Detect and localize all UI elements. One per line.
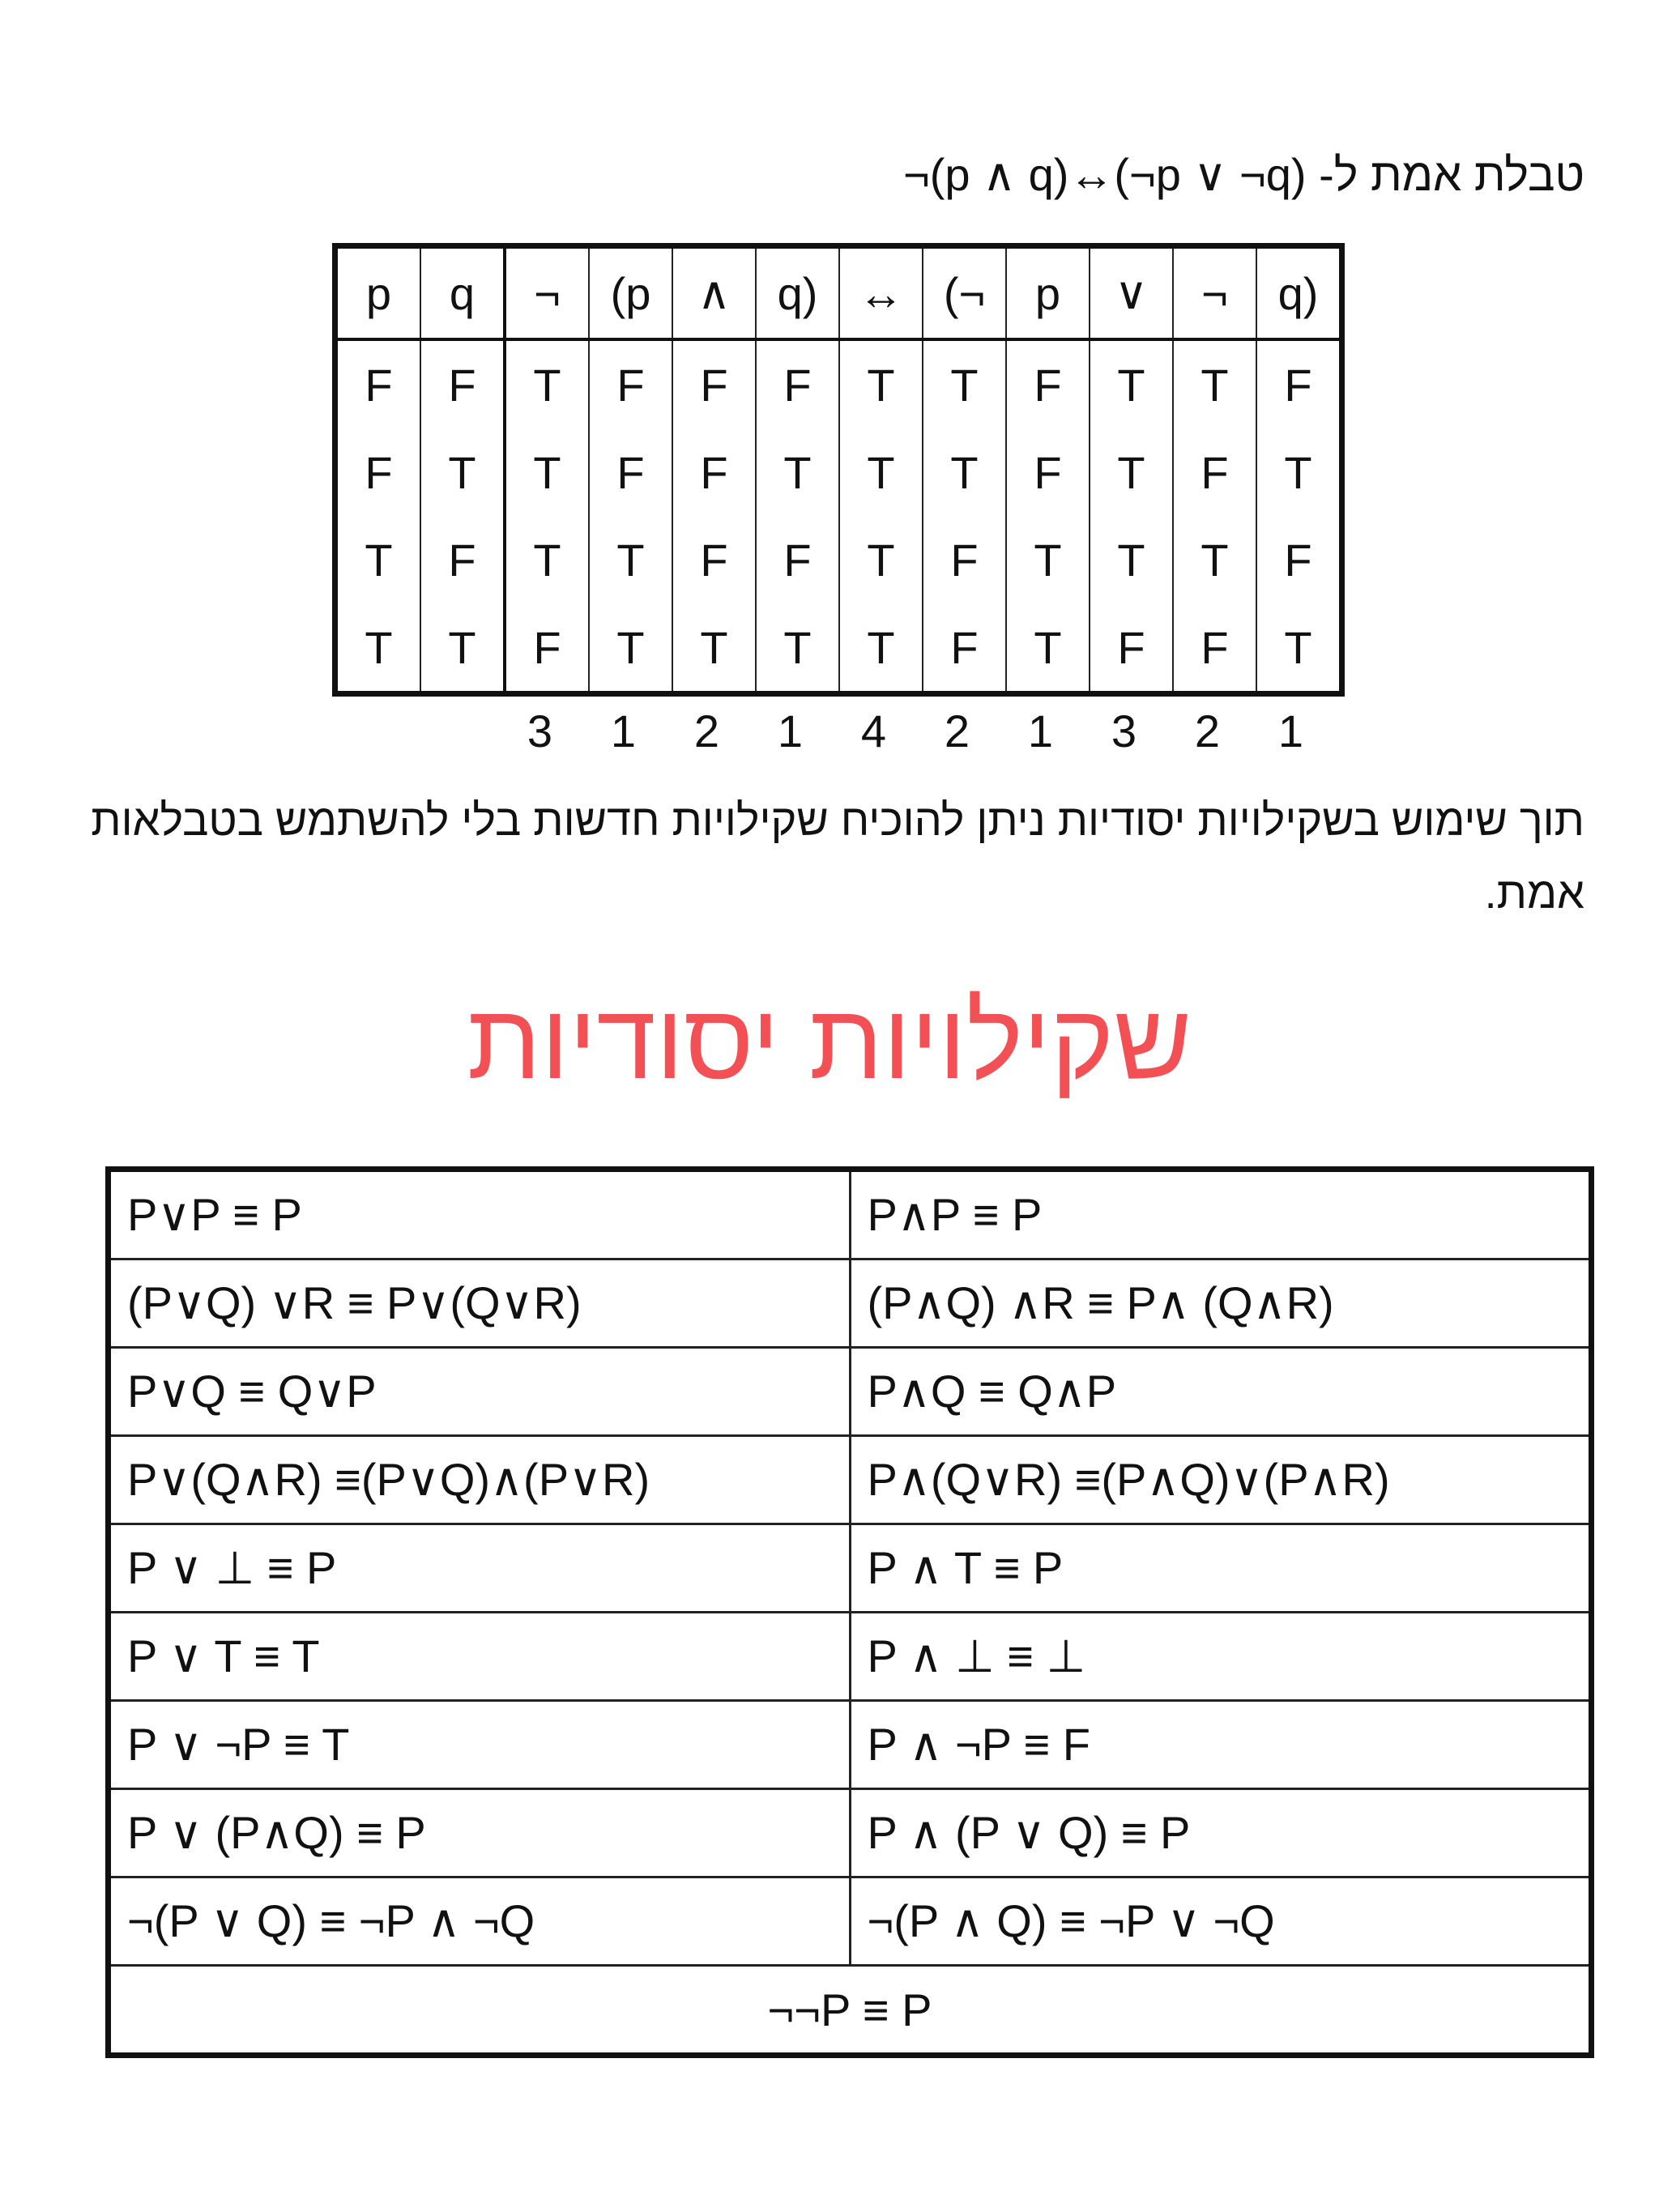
- tt-cell: T: [1256, 428, 1342, 516]
- tt-cell: T: [365, 621, 393, 673]
- table-row: [109, 1259, 1592, 1348]
- caption-prefix: טבלת אמת ל-: [1319, 149, 1584, 200]
- table-row: [109, 1966, 1592, 2056]
- order-number: 1: [1277, 705, 1304, 757]
- tt-cell: F: [1256, 516, 1342, 603]
- tt-cell: T: [839, 516, 923, 603]
- order-number: 2: [944, 705, 970, 757]
- order-number: 4: [860, 705, 887, 757]
- tt-cell: F: [1090, 603, 1173, 694]
- table-row: [109, 1613, 1592, 1701]
- tt-header: ∨: [1090, 246, 1173, 340]
- order-number: 2: [1194, 705, 1221, 757]
- truth-table-caption: [903, 147, 1584, 202]
- equivalence-and: P∧(Q∨R) ≡(P∧Q)∨(P∧R): [850, 1436, 1592, 1524]
- tt-cell: T: [756, 603, 839, 694]
- table-row: [335, 339, 1342, 428]
- tt-cell: F: [756, 339, 839, 428]
- equivalence-and: P ∧ ¬P ≡ F: [850, 1701, 1592, 1789]
- table-row: [109, 1524, 1592, 1613]
- tt-cell: T: [505, 339, 589, 428]
- explanation-paragraph: תוך שימוש בשקילויות יסודיות ניתן להוכיח שקילויות חדשות בלי להשתמש בטבלאות אמת.: [91, 796, 1584, 918]
- double-negation: ¬¬P ≡ P: [109, 1966, 1592, 2056]
- tt-cell: T: [505, 516, 589, 603]
- tt-cell: F: [756, 516, 839, 603]
- tt-header: q): [1256, 246, 1342, 340]
- tt-cell: F: [1006, 428, 1090, 516]
- tt-cell: T: [589, 603, 672, 694]
- equivalence-or: P ∨ ¬P ≡ T: [109, 1701, 851, 1789]
- tt-cell: T: [420, 428, 505, 516]
- order-number: 3: [1111, 705, 1137, 757]
- tt-cell: T: [923, 339, 1006, 428]
- tt-cell: T: [1090, 339, 1173, 428]
- equivalence-and: P ∧ (P ∨ Q) ≡ P: [850, 1789, 1592, 1877]
- tt-cell: T: [1256, 603, 1342, 694]
- tt-cell: F: [672, 339, 756, 428]
- tt-cell: F: [923, 516, 1006, 603]
- table-row: [335, 428, 1342, 516]
- tt-cell: F: [1173, 428, 1256, 516]
- equivalences-table: [105, 1166, 1594, 2058]
- evaluation-order-row: [498, 705, 1333, 757]
- tt-cell: F: [1006, 339, 1090, 428]
- tt-cell: T: [1173, 339, 1256, 428]
- tt-cell: F: [365, 446, 393, 498]
- tt-cell: F: [589, 428, 672, 516]
- equivalence-and: P ∧ ⊥ ≡ ⊥: [850, 1613, 1592, 1701]
- table-row: [335, 516, 1342, 603]
- tt-cell: T: [923, 428, 1006, 516]
- equivalence-and: P ∧ T ≡ P: [850, 1524, 1592, 1613]
- tt-cell: T: [420, 603, 505, 694]
- tt-header: p: [335, 246, 421, 340]
- table-row: [109, 1170, 1592, 1259]
- tt-cell: F: [672, 428, 756, 516]
- order-number: 1: [1027, 705, 1054, 757]
- tt-cell: F: [589, 339, 672, 428]
- tt-cell: F: [923, 603, 1006, 694]
- truth-table-header-row: [335, 246, 1342, 340]
- table-row: [109, 1877, 1592, 1966]
- tt-cell: T: [1173, 516, 1256, 603]
- equivalence-or: (P∨Q) ∨R ≡ P∨(Q∨R): [109, 1259, 851, 1348]
- section-title: שקילויות יסודיות: [467, 982, 1192, 1101]
- tt-cell: T: [365, 534, 393, 586]
- truth-table: [332, 243, 1345, 697]
- equivalence-or: P∨Q ≡ Q∨P: [109, 1348, 851, 1436]
- tt-header: ¬: [505, 246, 589, 340]
- equivalence-and: (P∧Q) ∧R ≡ P∧ (Q∧R): [850, 1259, 1592, 1348]
- tt-cell: T: [1006, 603, 1090, 694]
- tt-header: q: [420, 246, 505, 340]
- tt-cell: F: [1173, 603, 1256, 694]
- tt-cell: T: [1090, 516, 1173, 603]
- equivalence-or: P ∨ ⊥ ≡ P: [109, 1524, 851, 1613]
- equivalence-and: P∧Q ≡ Q∧P: [850, 1348, 1592, 1436]
- order-number: 2: [693, 705, 720, 757]
- tt-cell: T: [505, 428, 589, 516]
- table-row: [109, 1436, 1592, 1524]
- tt-cell: F: [420, 516, 505, 603]
- equivalence-and: P∧P ≡ P: [850, 1170, 1592, 1259]
- tt-header: ∧: [672, 246, 756, 340]
- tt-cell: T: [839, 603, 923, 694]
- equivalence-and: ¬(P ∧ Q) ≡ ¬P ∨ ¬Q: [850, 1877, 1592, 1966]
- order-number: 1: [777, 705, 804, 757]
- equivalence-or: ¬(P ∨ Q) ≡ ¬P ∧ ¬Q: [109, 1877, 851, 1966]
- order-number: 1: [610, 705, 637, 757]
- table-row: [109, 1348, 1592, 1436]
- tt-cell: F: [672, 516, 756, 603]
- tt-cell: F: [1256, 339, 1342, 428]
- order-number: 3: [527, 705, 553, 757]
- tt-header: q): [756, 246, 839, 340]
- tt-cell: F: [365, 359, 393, 411]
- equivalence-or: P ∨ T ≡ T: [109, 1613, 851, 1701]
- tt-cell: T: [839, 339, 923, 428]
- tt-header: ¬: [1173, 246, 1256, 340]
- tt-cell: T: [1006, 516, 1090, 603]
- table-row: [109, 1701, 1592, 1789]
- tt-header: (¬: [923, 246, 1006, 340]
- tt-cell: F: [420, 339, 505, 428]
- equivalence-or: P ∨ (P∧Q) ≡ P: [109, 1789, 851, 1877]
- equivalence-or: P∨(Q∧R) ≡(P∨Q)∧(P∨R): [109, 1436, 851, 1524]
- tt-cell: T: [839, 428, 923, 516]
- tt-cell: F: [505, 603, 589, 694]
- table-row: [109, 1789, 1592, 1877]
- tt-cell: T: [756, 428, 839, 516]
- table-row: [335, 603, 1342, 694]
- tt-header: p: [1006, 246, 1090, 340]
- tt-header: ↔: [839, 246, 923, 340]
- tt-cell: T: [589, 516, 672, 603]
- tt-cell: T: [672, 603, 756, 694]
- tt-cell: T: [1090, 428, 1173, 516]
- caption-formula: ¬(p ∧ q)↔(¬p ∨ ¬q): [903, 149, 1307, 200]
- tt-header: (p: [589, 246, 672, 340]
- equivalence-or: P∨P ≡ P: [109, 1170, 851, 1259]
